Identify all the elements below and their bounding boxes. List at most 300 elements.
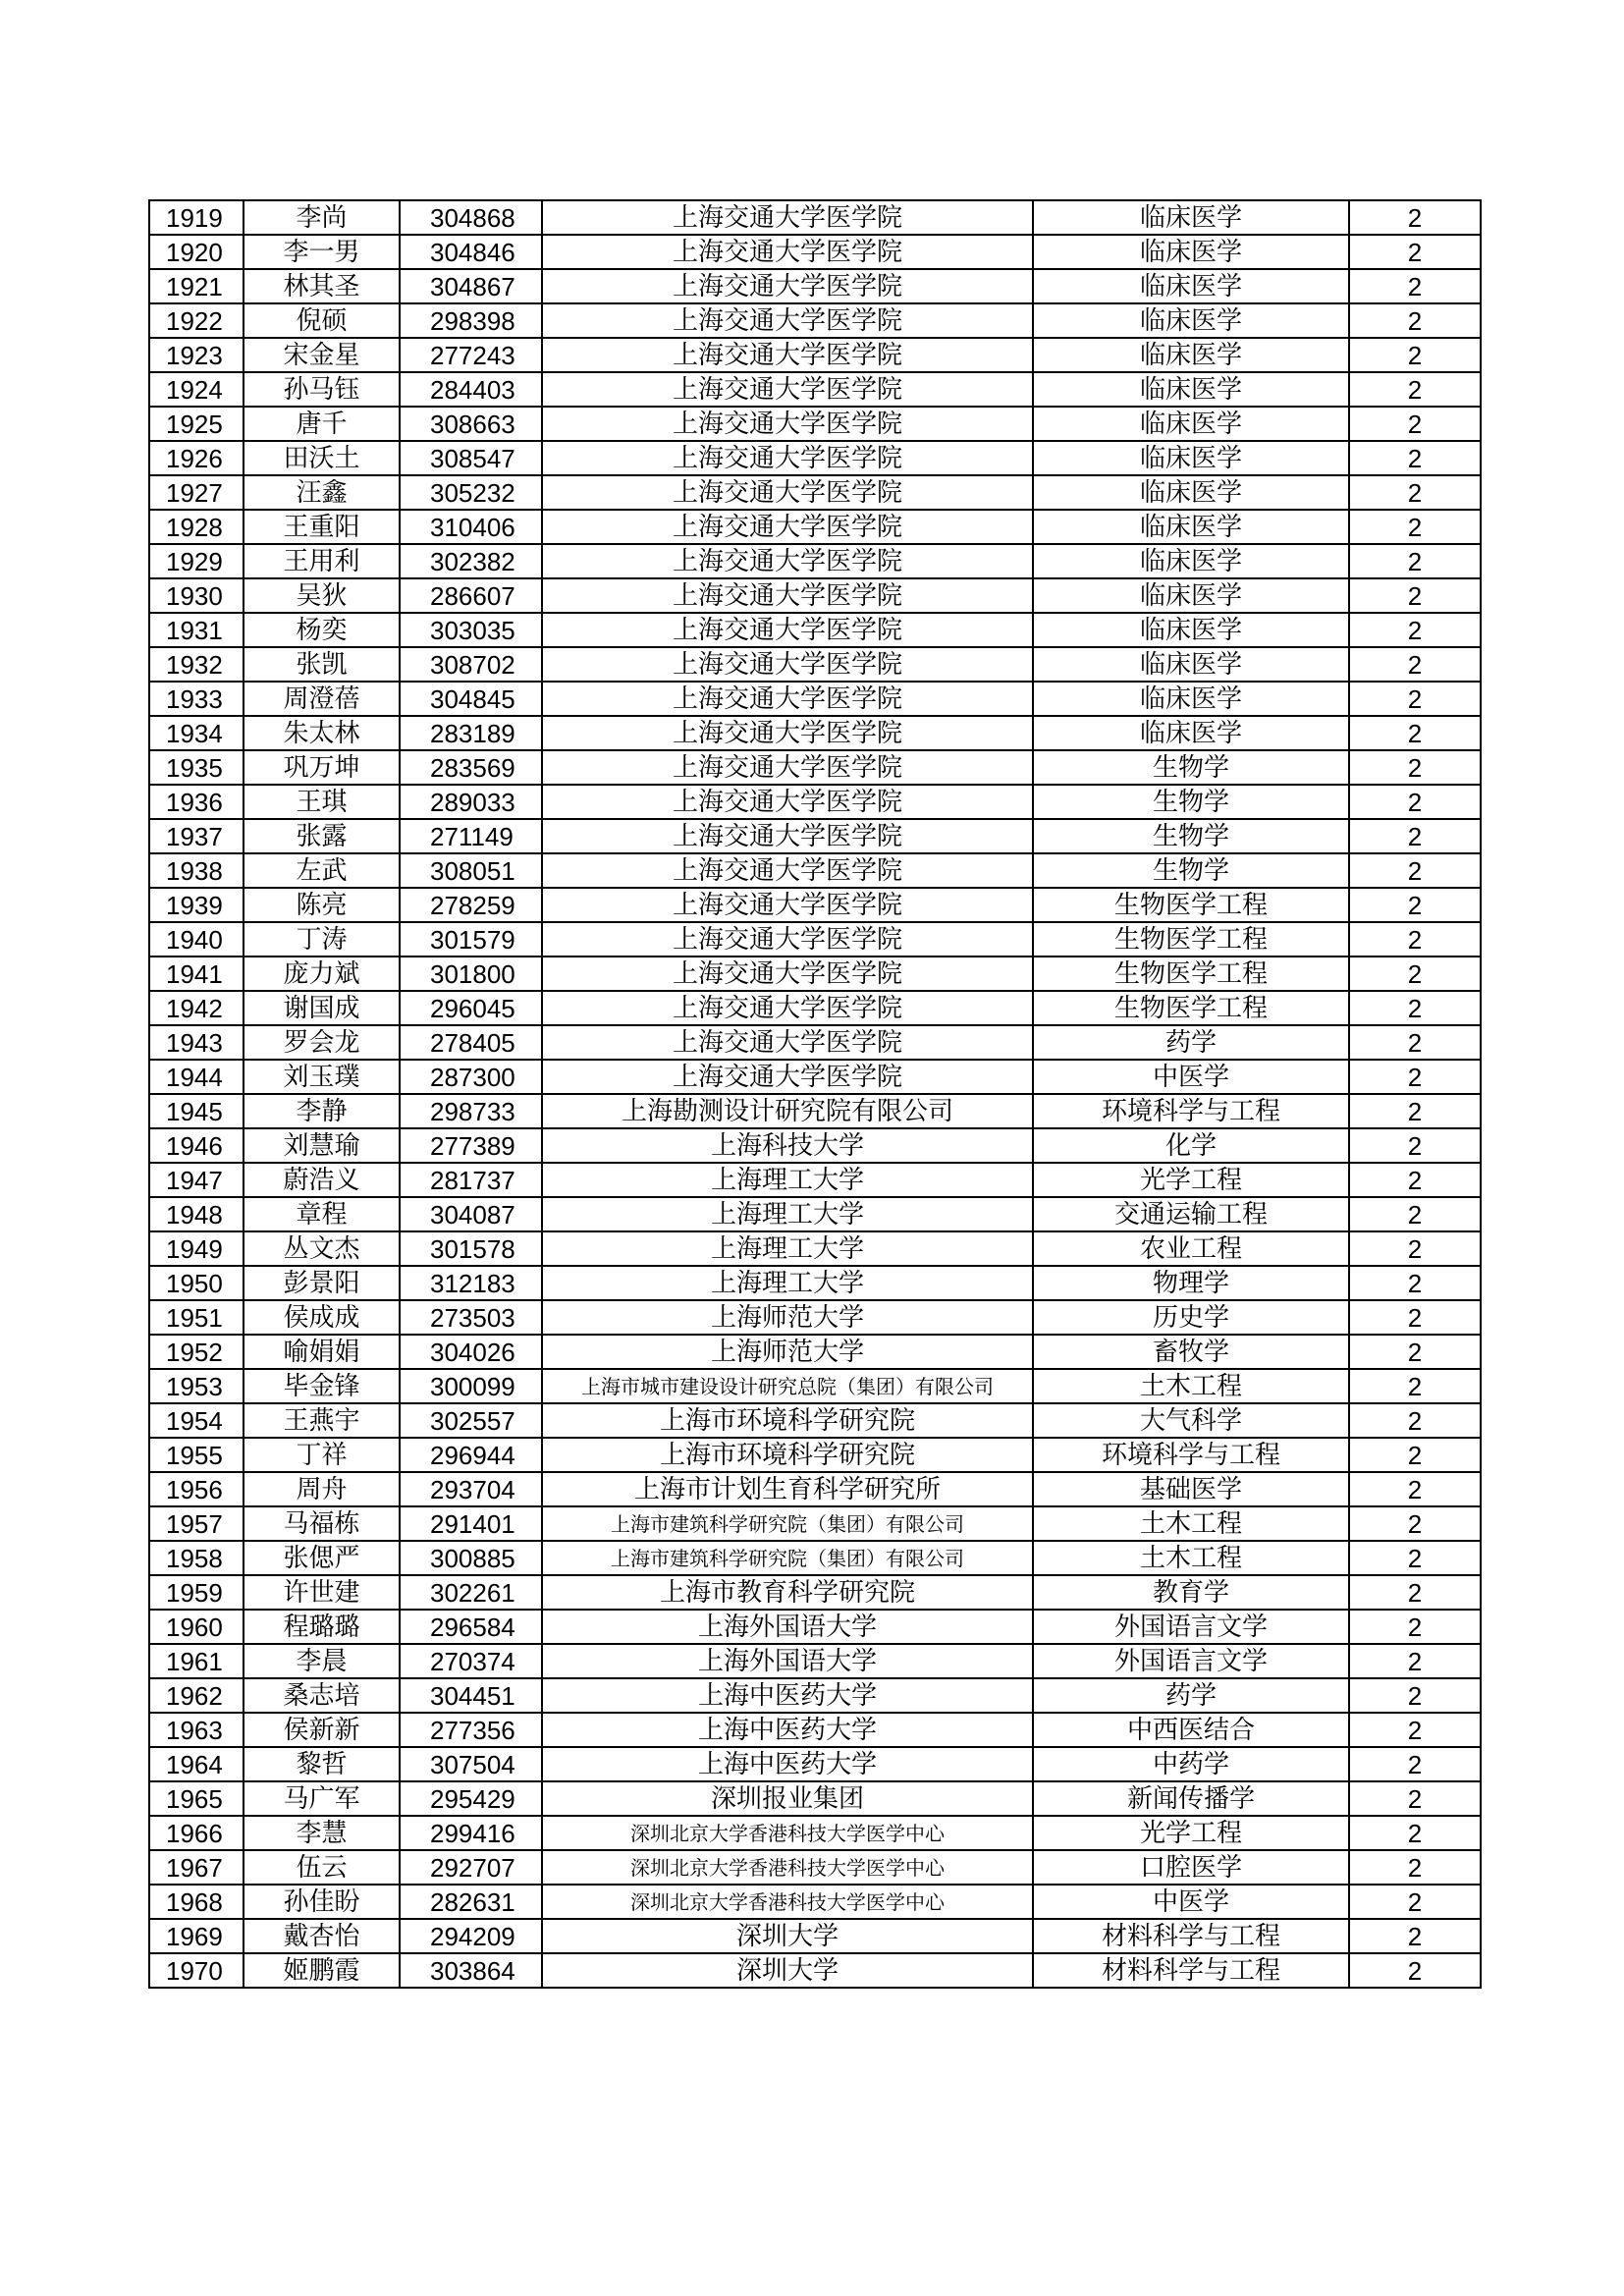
id-cell: 299416 xyxy=(400,1816,542,1850)
table-row xyxy=(149,1266,1481,1300)
count-cell: 2 xyxy=(1349,475,1481,510)
name-cell: 孙马钰 xyxy=(244,372,400,407)
discipline-cell: 临床医学 xyxy=(1033,235,1349,269)
table-row xyxy=(149,338,1481,372)
discipline-cell: 中医学 xyxy=(1033,1885,1349,1919)
id-cell: 304026 xyxy=(400,1335,542,1369)
name-cell: 杨奕 xyxy=(244,613,400,647)
unit-cell: 上海交通大学医学院 xyxy=(542,888,1033,922)
id-cell: 277389 xyxy=(400,1128,542,1163)
unit-cell: 上海市环境科学研究院 xyxy=(542,1438,1033,1472)
table-row xyxy=(149,200,1481,235)
row-number-cell: 1941 xyxy=(149,957,244,991)
name-cell: 罗会龙 xyxy=(244,1025,400,1060)
id-cell: 307504 xyxy=(400,1747,542,1781)
table-row xyxy=(149,372,1481,407)
unit-cell: 深圳大学 xyxy=(542,1953,1033,1988)
unit-cell: 上海交通大学医学院 xyxy=(542,750,1033,785)
row-number-cell: 1935 xyxy=(149,750,244,785)
name-cell: 李尚 xyxy=(244,200,400,235)
id-cell: 296584 xyxy=(400,1610,542,1644)
discipline-cell: 临床医学 xyxy=(1033,475,1349,510)
row-number-cell: 1961 xyxy=(149,1644,244,1678)
count-cell: 2 xyxy=(1349,1816,1481,1850)
row-number-cell: 1949 xyxy=(149,1231,244,1266)
name-cell: 汪鑫 xyxy=(244,475,400,510)
id-cell: 278259 xyxy=(400,888,542,922)
name-cell: 刘慧瑜 xyxy=(244,1128,400,1163)
name-cell: 喻娟娟 xyxy=(244,1335,400,1369)
discipline-cell: 生物医学工程 xyxy=(1033,922,1349,957)
id-cell: 301800 xyxy=(400,957,542,991)
row-number-cell: 1948 xyxy=(149,1197,244,1231)
row-number-cell: 1970 xyxy=(149,1953,244,1988)
discipline-cell: 生物学 xyxy=(1033,819,1349,853)
discipline-cell: 外国语言文学 xyxy=(1033,1610,1349,1644)
table-row xyxy=(149,1919,1481,1953)
table-row xyxy=(149,1816,1481,1850)
id-cell: 310406 xyxy=(400,510,542,544)
discipline-cell: 材料科学与工程 xyxy=(1033,1953,1349,1988)
unit-cell: 上海交通大学医学院 xyxy=(542,785,1033,819)
count-cell: 2 xyxy=(1349,716,1481,750)
table-row xyxy=(149,1713,1481,1747)
unit-cell: 上海交通大学医学院 xyxy=(542,303,1033,338)
discipline-cell: 药学 xyxy=(1033,1025,1349,1060)
table-row xyxy=(149,1025,1481,1060)
count-cell: 2 xyxy=(1349,372,1481,407)
table-row xyxy=(149,269,1481,303)
data-table xyxy=(148,199,1482,1989)
id-cell: 304087 xyxy=(400,1197,542,1231)
name-cell: 庞力斌 xyxy=(244,957,400,991)
discipline-cell: 农业工程 xyxy=(1033,1231,1349,1266)
name-cell: 朱太林 xyxy=(244,716,400,750)
discipline-cell: 生物医学工程 xyxy=(1033,957,1349,991)
discipline-cell: 环境科学与工程 xyxy=(1033,1094,1349,1128)
discipline-cell: 生物学 xyxy=(1033,750,1349,785)
row-number-cell: 1937 xyxy=(149,819,244,853)
count-cell: 2 xyxy=(1349,613,1481,647)
id-cell: 283569 xyxy=(400,750,542,785)
table-row xyxy=(149,1953,1481,1988)
row-number-cell: 1952 xyxy=(149,1335,244,1369)
unit-cell: 上海交通大学医学院 xyxy=(542,475,1033,510)
unit-cell: 上海交通大学医学院 xyxy=(542,578,1033,613)
unit-cell: 深圳大学 xyxy=(542,1919,1033,1953)
table-row xyxy=(149,1300,1481,1335)
count-cell: 2 xyxy=(1349,682,1481,716)
name-cell: 戴杏怡 xyxy=(244,1919,400,1953)
count-cell: 2 xyxy=(1349,853,1481,888)
count-cell: 2 xyxy=(1349,338,1481,372)
row-number-cell: 1925 xyxy=(149,407,244,441)
id-cell: 271149 xyxy=(400,819,542,853)
row-number-cell: 1936 xyxy=(149,785,244,819)
id-cell: 294209 xyxy=(400,1919,542,1953)
id-cell: 298733 xyxy=(400,1094,542,1128)
row-number-cell: 1940 xyxy=(149,922,244,957)
id-cell: 304867 xyxy=(400,269,542,303)
id-cell: 298398 xyxy=(400,303,542,338)
row-number-cell: 1946 xyxy=(149,1128,244,1163)
row-number-cell: 1955 xyxy=(149,1438,244,1472)
table-row xyxy=(149,1438,1481,1472)
unit-cell: 上海交通大学医学院 xyxy=(542,372,1033,407)
row-number-cell: 1923 xyxy=(149,338,244,372)
name-cell: 左武 xyxy=(244,853,400,888)
row-number-cell: 1920 xyxy=(149,235,244,269)
unit-cell: 上海外国语大学 xyxy=(542,1644,1033,1678)
discipline-cell: 临床医学 xyxy=(1033,269,1349,303)
id-cell: 291401 xyxy=(400,1506,542,1541)
unit-cell: 上海中医药大学 xyxy=(542,1713,1033,1747)
unit-cell: 上海交通大学医学院 xyxy=(542,510,1033,544)
unit-cell: 上海交通大学医学院 xyxy=(542,991,1033,1025)
name-cell: 马福栋 xyxy=(244,1506,400,1541)
unit-cell: 上海师范大学 xyxy=(542,1300,1033,1335)
discipline-cell: 临床医学 xyxy=(1033,647,1349,682)
discipline-cell: 临床医学 xyxy=(1033,613,1349,647)
name-cell: 丁祥 xyxy=(244,1438,400,1472)
discipline-cell: 中西医结合 xyxy=(1033,1713,1349,1747)
discipline-cell: 药学 xyxy=(1033,1678,1349,1713)
name-cell: 侯新新 xyxy=(244,1713,400,1747)
unit-cell: 上海交通大学医学院 xyxy=(542,647,1033,682)
name-cell: 宋金星 xyxy=(244,338,400,372)
name-cell: 张偲严 xyxy=(244,1541,400,1575)
id-cell: 295429 xyxy=(400,1781,542,1816)
id-cell: 300099 xyxy=(400,1369,542,1403)
discipline-cell: 外国语言文学 xyxy=(1033,1644,1349,1678)
count-cell: 2 xyxy=(1349,1472,1481,1506)
unit-cell: 上海交通大学医学院 xyxy=(542,682,1033,716)
discipline-cell: 临床医学 xyxy=(1033,303,1349,338)
count-cell: 2 xyxy=(1349,1025,1481,1060)
row-number-cell: 1962 xyxy=(149,1678,244,1713)
count-cell: 2 xyxy=(1349,200,1481,235)
table-row xyxy=(149,578,1481,613)
count-cell: 2 xyxy=(1349,1919,1481,1953)
unit-cell: 深圳北京大学香港科技大学医学中心 xyxy=(542,1885,1033,1919)
row-number-cell: 1964 xyxy=(149,1747,244,1781)
table-row xyxy=(149,819,1481,853)
discipline-cell: 生物学 xyxy=(1033,853,1349,888)
row-number-cell: 1963 xyxy=(149,1713,244,1747)
count-cell: 2 xyxy=(1349,1266,1481,1300)
count-cell: 2 xyxy=(1349,785,1481,819)
id-cell: 300885 xyxy=(400,1541,542,1575)
table-row xyxy=(149,1610,1481,1644)
unit-cell: 上海交通大学医学院 xyxy=(542,922,1033,957)
discipline-cell: 临床医学 xyxy=(1033,200,1349,235)
row-number-cell: 1926 xyxy=(149,441,244,475)
discipline-cell: 物理学 xyxy=(1033,1266,1349,1300)
row-number-cell: 1966 xyxy=(149,1816,244,1850)
count-cell: 2 xyxy=(1349,544,1481,578)
unit-cell: 上海市建筑科学研究院（集团）有限公司 xyxy=(542,1541,1033,1575)
discipline-cell: 化学 xyxy=(1033,1128,1349,1163)
id-cell: 273503 xyxy=(400,1300,542,1335)
name-cell: 陈亮 xyxy=(244,888,400,922)
count-cell: 2 xyxy=(1349,1128,1481,1163)
unit-cell: 上海市环境科学研究院 xyxy=(542,1403,1033,1438)
discipline-cell: 光学工程 xyxy=(1033,1816,1349,1850)
row-number-cell: 1944 xyxy=(149,1060,244,1094)
table-row xyxy=(149,510,1481,544)
row-number-cell: 1967 xyxy=(149,1850,244,1885)
discipline-cell: 临床医学 xyxy=(1033,338,1349,372)
count-cell: 2 xyxy=(1349,1197,1481,1231)
discipline-cell: 环境科学与工程 xyxy=(1033,1438,1349,1472)
discipline-cell: 教育学 xyxy=(1033,1575,1349,1610)
unit-cell: 上海外国语大学 xyxy=(542,1610,1033,1644)
id-cell: 308547 xyxy=(400,441,542,475)
unit-cell: 上海交通大学医学院 xyxy=(542,269,1033,303)
row-number-cell: 1922 xyxy=(149,303,244,338)
discipline-cell: 土木工程 xyxy=(1033,1369,1349,1403)
unit-cell: 上海理工大学 xyxy=(542,1197,1033,1231)
table-row xyxy=(149,1231,1481,1266)
discipline-cell: 中医学 xyxy=(1033,1060,1349,1094)
discipline-cell: 新闻传播学 xyxy=(1033,1781,1349,1816)
row-number-cell: 1945 xyxy=(149,1094,244,1128)
name-cell: 王用利 xyxy=(244,544,400,578)
row-number-cell: 1951 xyxy=(149,1300,244,1335)
name-cell: 伍云 xyxy=(244,1850,400,1885)
row-number-cell: 1953 xyxy=(149,1369,244,1403)
table-row xyxy=(149,1850,1481,1885)
id-cell: 277243 xyxy=(400,338,542,372)
row-number-cell: 1939 xyxy=(149,888,244,922)
count-cell: 2 xyxy=(1349,578,1481,613)
row-number-cell: 1959 xyxy=(149,1575,244,1610)
count-cell: 2 xyxy=(1349,1747,1481,1781)
count-cell: 2 xyxy=(1349,269,1481,303)
id-cell: 304845 xyxy=(400,682,542,716)
count-cell: 2 xyxy=(1349,1781,1481,1816)
table-row xyxy=(149,1403,1481,1438)
table-row xyxy=(149,853,1481,888)
table-row xyxy=(149,957,1481,991)
unit-cell: 上海市建筑科学研究院（集团）有限公司 xyxy=(542,1506,1033,1541)
id-cell: 308663 xyxy=(400,407,542,441)
discipline-cell: 交通运输工程 xyxy=(1033,1197,1349,1231)
unit-cell: 上海交通大学医学院 xyxy=(542,957,1033,991)
count-cell: 2 xyxy=(1349,1713,1481,1747)
name-cell: 王琪 xyxy=(244,785,400,819)
name-cell: 李一男 xyxy=(244,235,400,269)
name-cell: 吴狄 xyxy=(244,578,400,613)
count-cell: 2 xyxy=(1349,407,1481,441)
table-row xyxy=(149,1575,1481,1610)
table-row xyxy=(149,1128,1481,1163)
count-cell: 2 xyxy=(1349,1850,1481,1885)
row-number-cell: 1958 xyxy=(149,1541,244,1575)
table-row xyxy=(149,303,1481,338)
count-cell: 2 xyxy=(1349,1231,1481,1266)
unit-cell: 上海勘测设计研究院有限公司 xyxy=(542,1094,1033,1128)
id-cell: 270374 xyxy=(400,1644,542,1678)
name-cell: 王燕宇 xyxy=(244,1403,400,1438)
discipline-cell: 材料科学与工程 xyxy=(1033,1919,1349,1953)
unit-cell: 上海交通大学医学院 xyxy=(542,853,1033,888)
table-row xyxy=(149,750,1481,785)
count-cell: 2 xyxy=(1349,1300,1481,1335)
count-cell: 2 xyxy=(1349,441,1481,475)
row-number-cell: 1938 xyxy=(149,853,244,888)
name-cell: 李晨 xyxy=(244,1644,400,1678)
name-cell: 程璐璐 xyxy=(244,1610,400,1644)
row-number-cell: 1965 xyxy=(149,1781,244,1816)
id-cell: 286607 xyxy=(400,578,542,613)
row-number-cell: 1943 xyxy=(149,1025,244,1060)
name-cell: 丁涛 xyxy=(244,922,400,957)
unit-cell: 上海理工大学 xyxy=(542,1266,1033,1300)
name-cell: 姬鹏霞 xyxy=(244,1953,400,1988)
name-cell: 周澄蓓 xyxy=(244,682,400,716)
unit-cell: 上海交通大学医学院 xyxy=(542,544,1033,578)
name-cell: 唐千 xyxy=(244,407,400,441)
row-number-cell: 1921 xyxy=(149,269,244,303)
discipline-cell: 历史学 xyxy=(1033,1300,1349,1335)
count-cell: 2 xyxy=(1349,647,1481,682)
unit-cell: 上海科技大学 xyxy=(542,1128,1033,1163)
unit-cell: 上海交通大学医学院 xyxy=(542,441,1033,475)
table-row xyxy=(149,235,1481,269)
id-cell: 304868 xyxy=(400,200,542,235)
row-number-cell: 1950 xyxy=(149,1266,244,1300)
row-number-cell: 1968 xyxy=(149,1885,244,1919)
id-cell: 304451 xyxy=(400,1678,542,1713)
name-cell: 黎哲 xyxy=(244,1747,400,1781)
table-row xyxy=(149,1644,1481,1678)
discipline-cell: 临床医学 xyxy=(1033,510,1349,544)
row-number-cell: 1960 xyxy=(149,1610,244,1644)
count-cell: 2 xyxy=(1349,1644,1481,1678)
id-cell: 292707 xyxy=(400,1850,542,1885)
discipline-cell: 口腔医学 xyxy=(1033,1850,1349,1885)
unit-cell: 上海中医药大学 xyxy=(542,1678,1033,1713)
id-cell: 303864 xyxy=(400,1953,542,1988)
count-cell: 2 xyxy=(1349,510,1481,544)
discipline-cell: 生物医学工程 xyxy=(1033,888,1349,922)
row-number-cell: 1927 xyxy=(149,475,244,510)
name-cell: 李静 xyxy=(244,1094,400,1128)
table-row xyxy=(149,1197,1481,1231)
id-cell: 281737 xyxy=(400,1163,542,1197)
name-cell: 张凯 xyxy=(244,647,400,682)
id-cell: 303035 xyxy=(400,613,542,647)
table-row xyxy=(149,475,1481,510)
name-cell: 毕金锋 xyxy=(244,1369,400,1403)
count-cell: 2 xyxy=(1349,235,1481,269)
name-cell: 侯成成 xyxy=(244,1300,400,1335)
table-row xyxy=(149,1885,1481,1919)
discipline-cell: 临床医学 xyxy=(1033,544,1349,578)
row-number-cell: 1942 xyxy=(149,991,244,1025)
discipline-cell: 生物学 xyxy=(1033,785,1349,819)
count-cell: 2 xyxy=(1349,819,1481,853)
row-number-cell: 1930 xyxy=(149,578,244,613)
discipline-cell: 土木工程 xyxy=(1033,1541,1349,1575)
discipline-cell: 中药学 xyxy=(1033,1747,1349,1781)
count-cell: 2 xyxy=(1349,1060,1481,1094)
table-row xyxy=(149,922,1481,957)
count-cell: 2 xyxy=(1349,1506,1481,1541)
name-cell: 章程 xyxy=(244,1197,400,1231)
discipline-cell: 临床医学 xyxy=(1033,578,1349,613)
unit-cell: 上海市城市建设设计研究总院（集团）有限公司 xyxy=(542,1369,1033,1403)
row-number-cell: 1969 xyxy=(149,1919,244,1953)
id-cell: 282631 xyxy=(400,1885,542,1919)
count-cell: 2 xyxy=(1349,303,1481,338)
name-cell: 王重阳 xyxy=(244,510,400,544)
count-cell: 2 xyxy=(1349,1678,1481,1713)
id-cell: 312183 xyxy=(400,1266,542,1300)
name-cell: 刘玉璞 xyxy=(244,1060,400,1094)
row-number-cell: 1919 xyxy=(149,200,244,235)
unit-cell: 上海交通大学医学院 xyxy=(542,200,1033,235)
discipline-cell: 土木工程 xyxy=(1033,1506,1349,1541)
count-cell: 2 xyxy=(1349,1403,1481,1438)
name-cell: 桑志培 xyxy=(244,1678,400,1713)
table-row xyxy=(149,1060,1481,1094)
row-number-cell: 1928 xyxy=(149,510,244,544)
id-cell: 296045 xyxy=(400,991,542,1025)
table-row xyxy=(149,407,1481,441)
id-cell: 302557 xyxy=(400,1403,542,1438)
unit-cell: 上海交通大学医学院 xyxy=(542,819,1033,853)
discipline-cell: 临床医学 xyxy=(1033,372,1349,407)
table-row xyxy=(149,785,1481,819)
table-row xyxy=(149,888,1481,922)
discipline-cell: 临床医学 xyxy=(1033,682,1349,716)
name-cell: 丛文杰 xyxy=(244,1231,400,1266)
id-cell: 302261 xyxy=(400,1575,542,1610)
table-row xyxy=(149,1472,1481,1506)
row-number-cell: 1957 xyxy=(149,1506,244,1541)
id-cell: 277356 xyxy=(400,1713,542,1747)
table-row xyxy=(149,613,1481,647)
discipline-cell: 基础医学 xyxy=(1033,1472,1349,1506)
unit-cell: 上海师范大学 xyxy=(542,1335,1033,1369)
table-row xyxy=(149,544,1481,578)
count-cell: 2 xyxy=(1349,1335,1481,1369)
name-cell: 蔚浩义 xyxy=(244,1163,400,1197)
name-cell: 谢国成 xyxy=(244,991,400,1025)
name-cell: 倪硕 xyxy=(244,303,400,338)
table-row xyxy=(149,1781,1481,1816)
count-cell: 2 xyxy=(1349,750,1481,785)
name-cell: 林其圣 xyxy=(244,269,400,303)
name-cell: 巩万坤 xyxy=(244,750,400,785)
table-row xyxy=(149,991,1481,1025)
id-cell: 302382 xyxy=(400,544,542,578)
unit-cell: 深圳北京大学香港科技大学医学中心 xyxy=(542,1816,1033,1850)
unit-cell: 上海理工大学 xyxy=(542,1231,1033,1266)
count-cell: 2 xyxy=(1349,957,1481,991)
count-cell: 2 xyxy=(1349,1953,1481,1988)
count-cell: 2 xyxy=(1349,1369,1481,1403)
unit-cell: 上海中医药大学 xyxy=(542,1747,1033,1781)
discipline-cell: 光学工程 xyxy=(1033,1163,1349,1197)
count-cell: 2 xyxy=(1349,1575,1481,1610)
id-cell: 305232 xyxy=(400,475,542,510)
count-cell: 2 xyxy=(1349,888,1481,922)
table-row xyxy=(149,647,1481,682)
id-cell: 301578 xyxy=(400,1231,542,1266)
